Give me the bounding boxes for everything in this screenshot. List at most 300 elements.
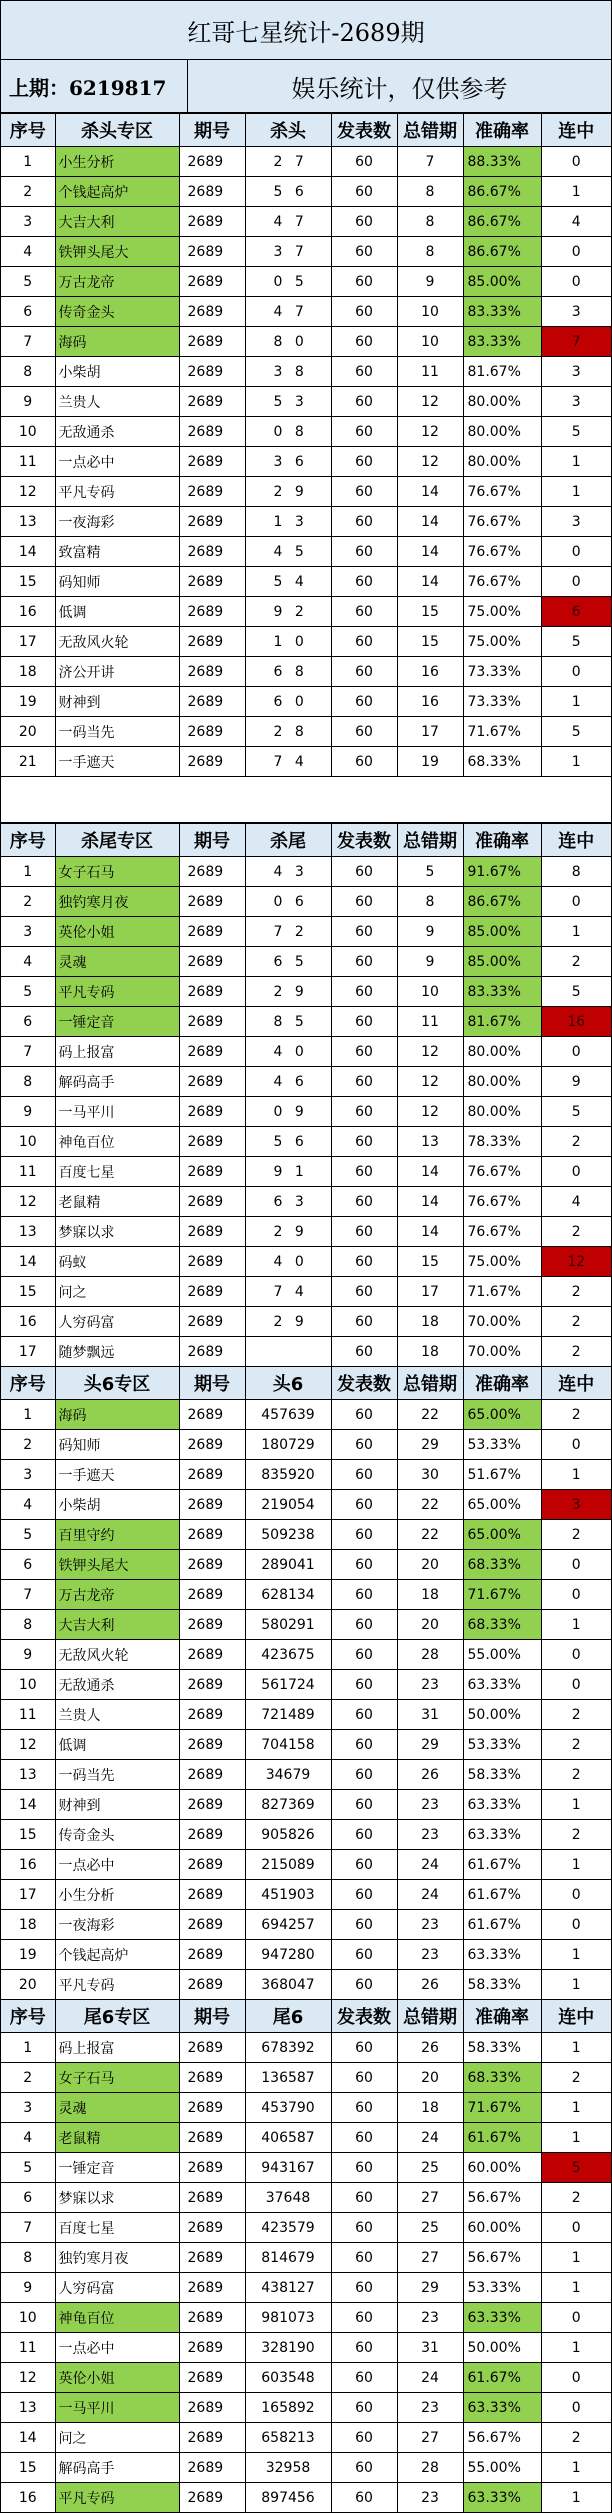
streak-cell: 0 bbox=[541, 1910, 611, 1940]
count-cell: 60 bbox=[331, 1097, 397, 1127]
value-cell: 814679 bbox=[245, 2243, 331, 2273]
period-cell: 2689 bbox=[179, 417, 245, 447]
streak-cell: 1 bbox=[541, 2333, 611, 2363]
table-row bbox=[1, 1067, 611, 1097]
period-cell: 2689 bbox=[179, 1307, 245, 1337]
name-cell: 女子石马 bbox=[55, 2063, 179, 2093]
errors-cell: 15 bbox=[397, 627, 463, 657]
streak-cell: 3 bbox=[541, 507, 611, 537]
row-index: 19 bbox=[1, 1940, 55, 1970]
errors-cell: 5 bbox=[397, 857, 463, 887]
streak-cell: 0 bbox=[541, 2213, 611, 2243]
streak-cell: 2 bbox=[541, 2063, 611, 2093]
name-cell: 一夜海彩 bbox=[55, 1910, 179, 1940]
column-header: 总错期 bbox=[397, 114, 463, 147]
accuracy-cell: 58.33% bbox=[463, 2033, 541, 2063]
streak-cell: 0 bbox=[541, 237, 611, 267]
period-cell: 2689 bbox=[179, 237, 245, 267]
count-cell: 60 bbox=[331, 687, 397, 717]
row-index: 14 bbox=[1, 1790, 55, 1820]
streak-cell: 16 bbox=[541, 1007, 611, 1037]
streak-cell: 5 bbox=[541, 2153, 611, 2183]
errors-cell: 23 bbox=[397, 1910, 463, 1940]
row-index: 2 bbox=[1, 887, 55, 917]
accuracy-cell: 85.00% bbox=[463, 947, 541, 977]
row-index: 7 bbox=[1, 327, 55, 357]
table-row bbox=[1, 1880, 611, 1910]
accuracy-cell: 50.00% bbox=[463, 2333, 541, 2363]
streak-cell: 2 bbox=[541, 1217, 611, 1247]
column-header: 连中 bbox=[541, 2000, 611, 2033]
streak-cell: 3 bbox=[541, 1490, 611, 1520]
name-cell: 独钓寒月夜 bbox=[55, 2243, 179, 2273]
errors-cell: 11 bbox=[397, 1007, 463, 1037]
streak-cell: 2 bbox=[541, 1127, 611, 1157]
column-header: 头6 bbox=[245, 1367, 331, 1400]
row-index: 2 bbox=[1, 1430, 55, 1460]
header-row-tou6 bbox=[1, 1367, 611, 1400]
row-index: 4 bbox=[1, 2123, 55, 2153]
table-row bbox=[1, 977, 611, 1007]
streak-cell: 2 bbox=[541, 947, 611, 977]
row-index: 18 bbox=[1, 1910, 55, 1940]
errors-cell: 17 bbox=[397, 1277, 463, 1307]
table-row bbox=[1, 1037, 611, 1067]
streak-cell: 1 bbox=[541, 1850, 611, 1880]
value-cell: 835920 bbox=[245, 1460, 331, 1490]
accuracy-cell: 76.67% bbox=[463, 1217, 541, 1247]
value-cell: 947280 bbox=[245, 1940, 331, 1970]
column-header: 发表数 bbox=[331, 114, 397, 147]
errors-cell: 26 bbox=[397, 1970, 463, 2000]
streak-cell: 9 bbox=[541, 1067, 611, 1097]
column-header: 准确率 bbox=[463, 2000, 541, 2033]
name-cell: 一锤定音 bbox=[55, 2153, 179, 2183]
header-row-sha-tou bbox=[1, 114, 611, 147]
errors-cell: 10 bbox=[397, 977, 463, 1007]
row-index: 4 bbox=[1, 1490, 55, 1520]
streak-cell: 3 bbox=[541, 387, 611, 417]
column-header: 准确率 bbox=[463, 824, 541, 857]
streak-cell: 0 bbox=[541, 1037, 611, 1067]
table-row bbox=[1, 1187, 611, 1217]
period-cell: 2689 bbox=[179, 687, 245, 717]
streak-cell: 1 bbox=[541, 1940, 611, 1970]
period-cell: 2689 bbox=[179, 1850, 245, 1880]
row-index: 11 bbox=[1, 447, 55, 477]
name-cell: 神龟百位 bbox=[55, 2303, 179, 2333]
table-row bbox=[1, 887, 611, 917]
period-cell: 2689 bbox=[179, 2123, 245, 2153]
streak-cell: 0 bbox=[541, 1580, 611, 1610]
name-cell: 一手遮天 bbox=[55, 747, 179, 777]
accuracy-cell: 81.67% bbox=[463, 1007, 541, 1037]
name-cell: 无敌风火轮 bbox=[55, 627, 179, 657]
row-index: 5 bbox=[1, 977, 55, 1007]
accuracy-cell: 63.33% bbox=[463, 1940, 541, 1970]
name-cell: 码知师 bbox=[55, 1430, 179, 1460]
streak-cell: 0 bbox=[541, 1670, 611, 1700]
errors-cell: 20 bbox=[397, 1610, 463, 1640]
streak-cell: 1 bbox=[541, 2273, 611, 2303]
period-cell: 2689 bbox=[179, 1337, 245, 1367]
count-cell: 60 bbox=[331, 447, 397, 477]
errors-cell: 28 bbox=[397, 1640, 463, 1670]
period-cell: 2689 bbox=[179, 1670, 245, 1700]
tables-container bbox=[1, 113, 611, 2513]
period-cell: 2689 bbox=[179, 507, 245, 537]
errors-cell: 14 bbox=[397, 1217, 463, 1247]
table-row bbox=[1, 1700, 611, 1730]
name-cell: 致富精 bbox=[55, 537, 179, 567]
period-cell: 2689 bbox=[179, 1760, 245, 1790]
name-cell: 海码 bbox=[55, 1400, 179, 1430]
count-cell: 60 bbox=[331, 2423, 397, 2453]
row-index: 14 bbox=[1, 2423, 55, 2453]
errors-cell: 23 bbox=[397, 1820, 463, 1850]
count-cell: 60 bbox=[331, 2333, 397, 2363]
errors-cell: 9 bbox=[397, 267, 463, 297]
period-cell: 2689 bbox=[179, 1127, 245, 1157]
streak-cell: 1 bbox=[541, 2243, 611, 2273]
streak-cell: 1 bbox=[541, 447, 611, 477]
streak-cell: 1 bbox=[541, 2483, 611, 2513]
accuracy-cell: 60.00% bbox=[463, 2213, 541, 2243]
errors-cell: 12 bbox=[397, 417, 463, 447]
errors-cell: 23 bbox=[397, 1790, 463, 1820]
table-row bbox=[1, 1760, 611, 1790]
period-cell: 2689 bbox=[179, 887, 245, 917]
period-cell: 2689 bbox=[179, 1700, 245, 1730]
column-header: 准确率 bbox=[463, 114, 541, 147]
value-cell: 2 9 bbox=[245, 477, 331, 507]
column-header: 杀尾专区 bbox=[55, 824, 179, 857]
errors-cell: 16 bbox=[397, 657, 463, 687]
streak-cell: 2 bbox=[541, 1730, 611, 1760]
period-cell: 2689 bbox=[179, 857, 245, 887]
name-cell: 小柴胡 bbox=[55, 1490, 179, 1520]
period-cell: 2689 bbox=[179, 1550, 245, 1580]
errors-cell: 22 bbox=[397, 1520, 463, 1550]
name-cell: 财神到 bbox=[55, 687, 179, 717]
value-cell: 721489 bbox=[245, 1700, 331, 1730]
period-cell: 2689 bbox=[179, 1460, 245, 1490]
value-cell: 4 7 bbox=[245, 207, 331, 237]
row-index: 10 bbox=[1, 2303, 55, 2333]
value-cell: 5 4 bbox=[245, 567, 331, 597]
disclaimer: 娱乐统计，仅供参考 bbox=[291, 74, 508, 103]
accuracy-cell: 61.67% bbox=[463, 1910, 541, 1940]
column-header: 发表数 bbox=[331, 1367, 397, 1400]
name-cell: 一点必中 bbox=[55, 1850, 179, 1880]
value-cell: 603548 bbox=[245, 2363, 331, 2393]
row-index: 11 bbox=[1, 2333, 55, 2363]
errors-cell: 18 bbox=[397, 1337, 463, 1367]
errors-cell: 27 bbox=[397, 2423, 463, 2453]
accuracy-cell: 80.00% bbox=[463, 1097, 541, 1127]
table-row bbox=[1, 177, 611, 207]
period-cell: 2689 bbox=[179, 387, 245, 417]
period-cell: 2689 bbox=[179, 2153, 245, 2183]
errors-cell: 13 bbox=[397, 1127, 463, 1157]
row-index: 13 bbox=[1, 1760, 55, 1790]
row-index: 5 bbox=[1, 267, 55, 297]
name-cell: 百度七星 bbox=[55, 1157, 179, 1187]
streak-cell: 6 bbox=[541, 597, 611, 627]
streak-cell: 0 bbox=[541, 1430, 611, 1460]
errors-cell: 24 bbox=[397, 2123, 463, 2153]
errors-cell: 24 bbox=[397, 1850, 463, 1880]
value-cell: 453790 bbox=[245, 2093, 331, 2123]
row-index: 1 bbox=[1, 2033, 55, 2063]
row-index: 20 bbox=[1, 717, 55, 747]
value-cell: 5 6 bbox=[245, 177, 331, 207]
value-cell: 1 3 bbox=[245, 507, 331, 537]
streak-cell: 5 bbox=[541, 977, 611, 1007]
column-header: 连中 bbox=[541, 824, 611, 857]
errors-cell: 9 bbox=[397, 947, 463, 977]
count-cell: 60 bbox=[331, 947, 397, 977]
column-header: 序号 bbox=[1, 824, 55, 857]
column-header: 总错期 bbox=[397, 824, 463, 857]
count-cell: 60 bbox=[331, 1430, 397, 1460]
period-cell: 2689 bbox=[179, 177, 245, 207]
name-cell: 铁钾头尾大 bbox=[55, 237, 179, 267]
row-index: 9 bbox=[1, 1097, 55, 1127]
value-cell: 34679 bbox=[245, 1760, 331, 1790]
streak-cell: 0 bbox=[541, 537, 611, 567]
accuracy-cell: 51.67% bbox=[463, 1460, 541, 1490]
value-cell: 4 6 bbox=[245, 1067, 331, 1097]
name-cell: 万古龙帝 bbox=[55, 267, 179, 297]
row-index: 13 bbox=[1, 1217, 55, 1247]
accuracy-cell: 80.00% bbox=[463, 387, 541, 417]
period-cell: 2689 bbox=[179, 2333, 245, 2363]
name-cell: 铁钾头尾大 bbox=[55, 1550, 179, 1580]
value-cell: 8 0 bbox=[245, 327, 331, 357]
count-cell: 60 bbox=[331, 267, 397, 297]
column-header: 总错期 bbox=[397, 2000, 463, 2033]
errors-cell: 14 bbox=[397, 477, 463, 507]
count-cell: 60 bbox=[331, 1217, 397, 1247]
value-cell: 0 6 bbox=[245, 887, 331, 917]
streak-cell: 1 bbox=[541, 2033, 611, 2063]
errors-cell: 15 bbox=[397, 1247, 463, 1277]
errors-cell: 14 bbox=[397, 537, 463, 567]
table-row bbox=[1, 1400, 611, 1430]
name-cell: 财神到 bbox=[55, 1790, 179, 1820]
accuracy-cell: 56.67% bbox=[463, 2183, 541, 2213]
streak-cell: 1 bbox=[541, 2123, 611, 2153]
value-cell: 2 9 bbox=[245, 1217, 331, 1247]
period-cell: 2689 bbox=[179, 2213, 245, 2243]
table-row bbox=[1, 627, 611, 657]
period-cell: 2689 bbox=[179, 327, 245, 357]
table-row bbox=[1, 1730, 611, 1760]
name-cell: 一码当先 bbox=[55, 717, 179, 747]
value-cell: 4 0 bbox=[245, 1037, 331, 1067]
count-cell: 60 bbox=[331, 717, 397, 747]
value-cell: 827369 bbox=[245, 1790, 331, 1820]
row-index: 16 bbox=[1, 1307, 55, 1337]
count-cell: 60 bbox=[331, 917, 397, 947]
accuracy-cell: 58.33% bbox=[463, 1970, 541, 2000]
errors-cell: 8 bbox=[397, 237, 463, 267]
last-draw-label: 上期：6219817 bbox=[1, 60, 188, 112]
period-cell: 2689 bbox=[179, 1007, 245, 1037]
value-cell: 4 7 bbox=[245, 297, 331, 327]
streak-cell: 2 bbox=[541, 1307, 611, 1337]
count-cell: 60 bbox=[331, 2033, 397, 2063]
errors-cell: 16 bbox=[397, 687, 463, 717]
count-cell: 60 bbox=[331, 1400, 397, 1430]
row-index: 21 bbox=[1, 747, 55, 777]
value-cell: 905826 bbox=[245, 1820, 331, 1850]
streak-cell: 1 bbox=[541, 917, 611, 947]
row-index: 10 bbox=[1, 1127, 55, 1157]
name-cell: 海码 bbox=[55, 327, 179, 357]
table-row bbox=[1, 2483, 611, 2513]
column-header: 期号 bbox=[179, 114, 245, 147]
row-index: 10 bbox=[1, 417, 55, 447]
errors-cell: 31 bbox=[397, 2333, 463, 2363]
row-index: 9 bbox=[1, 2273, 55, 2303]
count-cell: 60 bbox=[331, 1790, 397, 1820]
errors-cell: 14 bbox=[397, 507, 463, 537]
streak-cell: 0 bbox=[541, 147, 611, 177]
table-row bbox=[1, 2123, 611, 2153]
accuracy-cell: 68.33% bbox=[463, 1550, 541, 1580]
table-row bbox=[1, 2093, 611, 2123]
streak-cell: 0 bbox=[541, 2393, 611, 2423]
row-index: 11 bbox=[1, 1157, 55, 1187]
period-cell: 2689 bbox=[179, 2093, 245, 2123]
accuracy-cell: 61.67% bbox=[463, 2363, 541, 2393]
period-cell: 2689 bbox=[179, 2453, 245, 2483]
value-cell: 694257 bbox=[245, 1910, 331, 1940]
row-index: 5 bbox=[1, 1520, 55, 1550]
value-cell: 136587 bbox=[245, 2063, 331, 2093]
count-cell: 60 bbox=[331, 857, 397, 887]
period-cell: 2689 bbox=[179, 567, 245, 597]
accuracy-cell: 61.67% bbox=[463, 1880, 541, 1910]
errors-cell: 22 bbox=[397, 1490, 463, 1520]
column-header: 期号 bbox=[179, 2000, 245, 2033]
errors-cell: 23 bbox=[397, 1670, 463, 1700]
period-cell: 2689 bbox=[179, 297, 245, 327]
name-cell: 平凡专码 bbox=[55, 977, 179, 1007]
count-cell: 60 bbox=[331, 1037, 397, 1067]
accuracy-cell: 70.00% bbox=[463, 1337, 541, 1367]
accuracy-cell: 65.00% bbox=[463, 1400, 541, 1430]
period-cell: 2689 bbox=[179, 147, 245, 177]
accuracy-cell: 91.67% bbox=[463, 857, 541, 887]
streak-cell: 2 bbox=[541, 1400, 611, 1430]
value-cell: 5 6 bbox=[245, 1127, 331, 1157]
streak-cell: 2 bbox=[541, 2183, 611, 2213]
count-cell: 60 bbox=[331, 1550, 397, 1580]
accuracy-cell: 50.00% bbox=[463, 1700, 541, 1730]
name-cell: 百度七星 bbox=[55, 2213, 179, 2243]
name-cell: 无敌通杀 bbox=[55, 1670, 179, 1700]
table-row bbox=[1, 207, 611, 237]
streak-cell: 1 bbox=[541, 1610, 611, 1640]
name-cell: 小生分析 bbox=[55, 147, 179, 177]
name-cell: 传奇金头 bbox=[55, 1820, 179, 1850]
table-row bbox=[1, 687, 611, 717]
row-index: 13 bbox=[1, 2393, 55, 2423]
streak-cell: 4 bbox=[541, 207, 611, 237]
period-cell: 2689 bbox=[179, 917, 245, 947]
period-cell: 2689 bbox=[179, 477, 245, 507]
row-index: 6 bbox=[1, 2183, 55, 2213]
errors-cell: 25 bbox=[397, 2213, 463, 2243]
section-gap bbox=[1, 777, 611, 823]
period-cell: 2689 bbox=[179, 1247, 245, 1277]
count-cell: 60 bbox=[331, 2063, 397, 2093]
count-cell: 60 bbox=[331, 1940, 397, 1970]
column-header: 杀头 bbox=[245, 114, 331, 147]
streak-cell: 2 bbox=[541, 1520, 611, 1550]
streak-cell: 0 bbox=[541, 567, 611, 597]
accuracy-cell: 85.00% bbox=[463, 917, 541, 947]
accuracy-cell: 63.33% bbox=[463, 1670, 541, 1700]
name-cell: 兰贵人 bbox=[55, 387, 179, 417]
streak-cell: 8 bbox=[541, 857, 611, 887]
row-index: 11 bbox=[1, 1700, 55, 1730]
name-cell: 梦寐以求 bbox=[55, 1217, 179, 1247]
name-cell: 平凡专码 bbox=[55, 2483, 179, 2513]
count-cell: 60 bbox=[331, 177, 397, 207]
count-cell: 60 bbox=[331, 1307, 397, 1337]
accuracy-cell: 55.00% bbox=[463, 2453, 541, 2483]
name-cell: 码上报富 bbox=[55, 1037, 179, 1067]
accuracy-cell: 71.67% bbox=[463, 717, 541, 747]
table-row bbox=[1, 1550, 611, 1580]
errors-cell: 12 bbox=[397, 447, 463, 477]
name-cell: 小柴胡 bbox=[55, 357, 179, 387]
table-row bbox=[1, 1337, 611, 1367]
errors-cell: 31 bbox=[397, 1700, 463, 1730]
period-cell: 2689 bbox=[179, 537, 245, 567]
errors-cell: 18 bbox=[397, 2093, 463, 2123]
value-cell bbox=[245, 1337, 331, 1367]
period-cell: 2689 bbox=[179, 207, 245, 237]
period-cell: 2689 bbox=[179, 2423, 245, 2453]
name-cell: 码知师 bbox=[55, 567, 179, 597]
count-cell: 60 bbox=[331, 747, 397, 777]
accuracy-cell: 68.33% bbox=[463, 747, 541, 777]
value-cell: 3 7 bbox=[245, 237, 331, 267]
name-cell: 个钱起高炉 bbox=[55, 177, 179, 207]
errors-cell: 9 bbox=[397, 917, 463, 947]
value-cell: 0 9 bbox=[245, 1097, 331, 1127]
count-cell: 60 bbox=[331, 1730, 397, 1760]
table-row bbox=[1, 357, 611, 387]
period-cell: 2689 bbox=[179, 1940, 245, 1970]
row-index: 4 bbox=[1, 237, 55, 267]
accuracy-cell: 86.67% bbox=[463, 237, 541, 267]
table-row bbox=[1, 947, 611, 977]
count-cell: 60 bbox=[331, 327, 397, 357]
value-cell: 368047 bbox=[245, 1970, 331, 2000]
value-cell: 328190 bbox=[245, 2333, 331, 2363]
accuracy-cell: 71.67% bbox=[463, 1580, 541, 1610]
table-row bbox=[1, 1970, 611, 2000]
period-cell: 2689 bbox=[179, 1970, 245, 2000]
accuracy-cell: 76.67% bbox=[463, 477, 541, 507]
count-cell: 60 bbox=[331, 1880, 397, 1910]
